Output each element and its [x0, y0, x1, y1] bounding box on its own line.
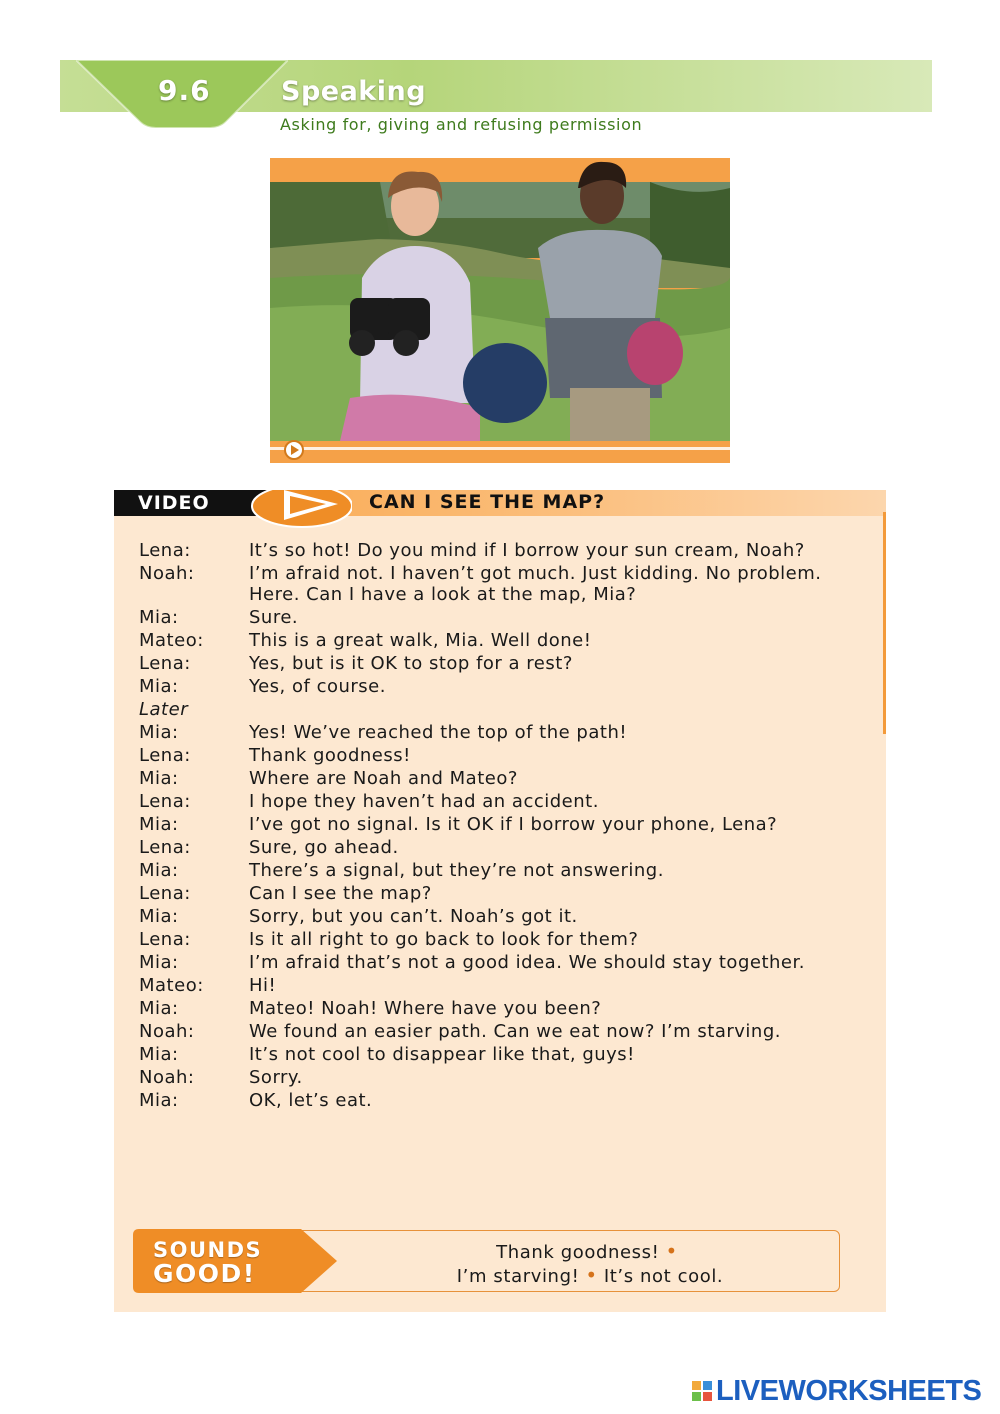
speech-text: Yes, but is it OK to stop for a rest?: [249, 653, 573, 674]
speaker-name: Mia:: [139, 906, 179, 927]
speech-text: Yes! We’ve reached the top of the path!: [249, 722, 628, 743]
speaker-name: Lena:: [139, 653, 191, 674]
unit-header: [60, 60, 932, 112]
page-title: Speaking: [281, 76, 427, 107]
speech-text: Where are Noah and Mateo?: [249, 768, 518, 789]
speaker-name: Lena:: [139, 883, 191, 904]
speaker-name: Mia:: [139, 814, 179, 835]
dialogue-line: [139, 952, 859, 973]
speaker-name: Mia:: [139, 768, 179, 789]
bullet-dot-icon: •: [585, 1263, 598, 1287]
speaker-name: Lena:: [139, 745, 191, 766]
dialogue-line: [139, 653, 859, 674]
dialogue-line: [139, 1090, 859, 1111]
dialogue-line: [139, 540, 859, 561]
speech-text: Is it all right to go back to look for them?: [249, 929, 639, 950]
speech-text: Sorry.: [249, 1067, 303, 1088]
speech-text: Can I see the map?: [249, 883, 432, 904]
speaker-name: Mia:: [139, 676, 179, 697]
video-still-image: [270, 158, 730, 463]
speaker-name: Mia:: [139, 1044, 179, 1065]
video-player[interactable]: [270, 158, 730, 463]
dialogue-line: [139, 607, 859, 628]
liveworksheets-logo[interactable]: [692, 1374, 981, 1408]
phrase: It’s not cool.: [603, 1266, 724, 1287]
logo-text: LIVEWORKSHEETS: [716, 1374, 982, 1407]
speaker-name: Lena:: [139, 540, 191, 561]
phrase: I’m starving!: [456, 1266, 580, 1287]
stage-direction: Later: [139, 699, 189, 720]
dialogue-line: [139, 791, 859, 812]
play-arrow-icon[interactable]: [250, 490, 352, 528]
panel-edge-strip: [883, 512, 886, 734]
dialogue-line: [139, 860, 859, 881]
dialogue-line: [139, 883, 859, 904]
dialogue-line: [139, 1021, 859, 1042]
dialogue-line: [139, 745, 859, 766]
speaker-name: Noah:: [139, 1021, 195, 1042]
speaker-name: Mateo:: [139, 975, 204, 996]
speaker-name: Mia:: [139, 722, 179, 743]
dialogue-line: [139, 837, 859, 858]
logo-squares-icon: [692, 1381, 712, 1401]
dialogue-line: [139, 676, 859, 697]
speaker-name: Mia:: [139, 607, 179, 628]
sounds-good-label-2: GOOD!: [153, 1259, 256, 1288]
dialogue-line: [139, 998, 859, 1019]
speech-text: I’m afraid not. I haven’t got much. Just kidding. No problem. Here. Can I have a look at the map, Mia?: [249, 563, 822, 605]
speech-text: Hi!: [249, 975, 277, 996]
unit-number: 9.6: [158, 74, 211, 107]
speech-text: Sorry, but you can’t. Noah’s got it.: [249, 906, 578, 927]
dialogue-line: [139, 563, 859, 605]
bullet-dot-icon: •: [665, 1239, 678, 1263]
speaker-name: Mia:: [139, 860, 179, 881]
speech-text: We found an easier path. Can we eat now? I’m starving.: [249, 1021, 781, 1042]
dialogue-title: CAN I SEE THE MAP?: [369, 491, 606, 513]
speaker-name: Mia:: [139, 998, 179, 1019]
speaker-name: Noah:: [139, 1067, 195, 1088]
speech-text: Mateo! Noah! Where have you been?: [249, 998, 602, 1019]
dialogue-line: [139, 768, 859, 789]
speaker-name: Mateo:: [139, 630, 204, 651]
speech-text: Sure.: [249, 607, 299, 628]
dialogue-line: [139, 906, 859, 927]
speech-text: Yes, of course.: [249, 676, 386, 697]
speech-text: Sure, go ahead.: [249, 837, 399, 858]
video-label: VIDEO: [138, 492, 210, 514]
dialogue-panel: [114, 490, 886, 1312]
speaker-name: Mia:: [139, 952, 179, 973]
sounds-good-box: [134, 1230, 840, 1292]
speech-text: It’s not cool to disappear like that, guys!: [249, 1044, 635, 1065]
speaker-name: Noah:: [139, 563, 195, 584]
phrase: Thank goodness!: [496, 1242, 660, 1263]
dialogue-line: [139, 630, 859, 651]
dialogue-transcript: [139, 540, 859, 1113]
sounds-good-phrases: [355, 1240, 825, 1288]
page-subtitle: Asking for, giving and refusing permission: [280, 115, 643, 134]
speech-text: I’m afraid that’s not a good idea. We should stay together.: [249, 952, 805, 973]
speech-text: Thank goodness!: [249, 745, 411, 766]
speaker-name: Lena:: [139, 929, 191, 950]
dialogue-line: [139, 1044, 859, 1065]
dialogue-line: [139, 975, 859, 996]
dialogue-line: [139, 929, 859, 950]
dialogue-line: [139, 722, 859, 743]
speech-text: This is a great walk, Mia. Well done!: [249, 630, 592, 651]
speech-text: OK, let’s eat.: [249, 1090, 373, 1111]
sounds-good-label-1: SOUNDS: [153, 1238, 263, 1262]
speech-text: It’s so hot! Do you mind if I borrow your sun cream, Noah?: [249, 540, 805, 561]
dialogue-line: [139, 814, 859, 835]
speaker-name: Mia:: [139, 1090, 179, 1111]
speaker-name: Lena:: [139, 791, 191, 812]
speaker-name: Lena:: [139, 837, 191, 858]
speech-text: I hope they haven’t had an accident.: [249, 791, 599, 812]
speech-text: I’ve got no signal. Is it OK if I borrow your phone, Lena?: [249, 814, 778, 835]
dialogue-line: [139, 1067, 859, 1088]
speech-text: There’s a signal, but they’re not answering.: [249, 860, 664, 881]
